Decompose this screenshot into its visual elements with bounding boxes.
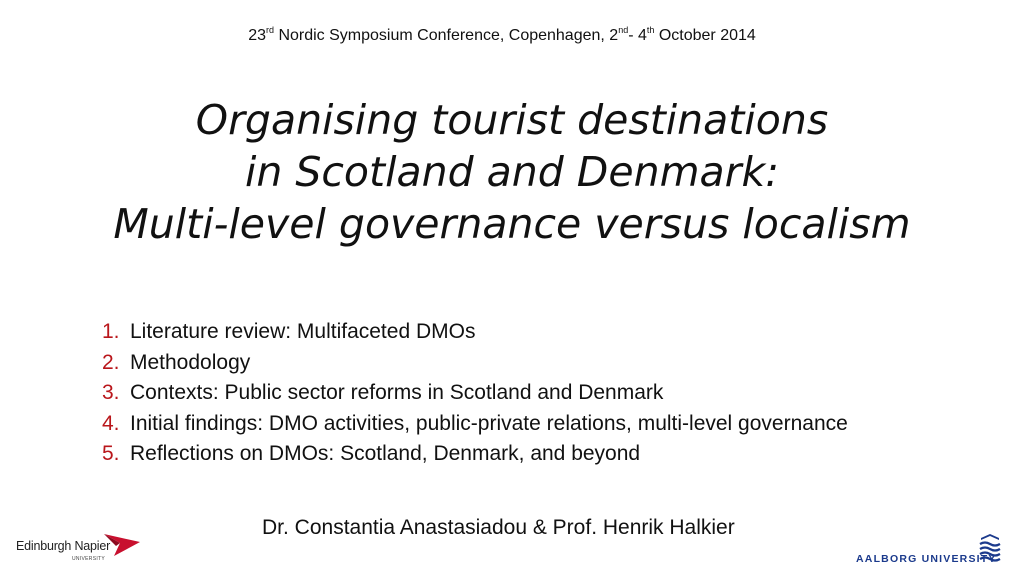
edinburgh-napier-logo	[16, 528, 141, 564]
napier-logo-name: Edinburgh Napier	[16, 539, 111, 553]
agenda-number: 1.	[102, 320, 120, 343]
agenda-item-5	[102, 439, 848, 470]
agenda-item-1	[102, 317, 848, 348]
agenda-text: Initial findings: DMO activities, public-private relations, multi-level governance	[130, 411, 848, 435]
napier-chevron-icon	[104, 528, 140, 556]
title-line-2: in Scotland and Denmark:	[244, 148, 780, 196]
agenda-text: Reflections on DMOs: Scotland, Denmark, and beyond	[130, 442, 641, 465]
agenda-number: 5.	[102, 442, 120, 465]
authors-line: Dr. Constantia Anastasiadou & Prof. Henrik Halkier	[262, 516, 735, 539]
title-line-1: Organising tourist destinations	[195, 96, 829, 144]
napier-logo-sub: UNIVERSITY	[72, 556, 106, 562]
slide-title	[0, 94, 1024, 250]
agenda-number: 2.	[102, 350, 120, 374]
aau-waves-icon	[978, 534, 1002, 562]
agenda-number: 3.	[102, 381, 120, 404]
agenda-number: 4.	[102, 411, 120, 435]
agenda-text: Literature review: Multifaceted DMOs	[130, 320, 476, 343]
agenda-item-2	[102, 348, 848, 379]
conference-line: 23rd Nordic Symposium Conference, Copenhagen, 2nd- 4th October 2014	[248, 25, 756, 44]
agenda-list	[102, 317, 848, 470]
agenda-item-4	[102, 409, 848, 440]
aau-logo-name: AALBORG UNIVERSITY	[856, 553, 997, 565]
agenda-item-3	[102, 378, 848, 409]
agenda-text: Methodology	[130, 350, 251, 374]
agenda-text: Contexts: Public sector reforms in Scotland and Denmark	[130, 381, 664, 404]
aalborg-university-logo	[856, 534, 1006, 564]
title-line-3: Multi-level governance versus localism	[113, 200, 911, 248]
